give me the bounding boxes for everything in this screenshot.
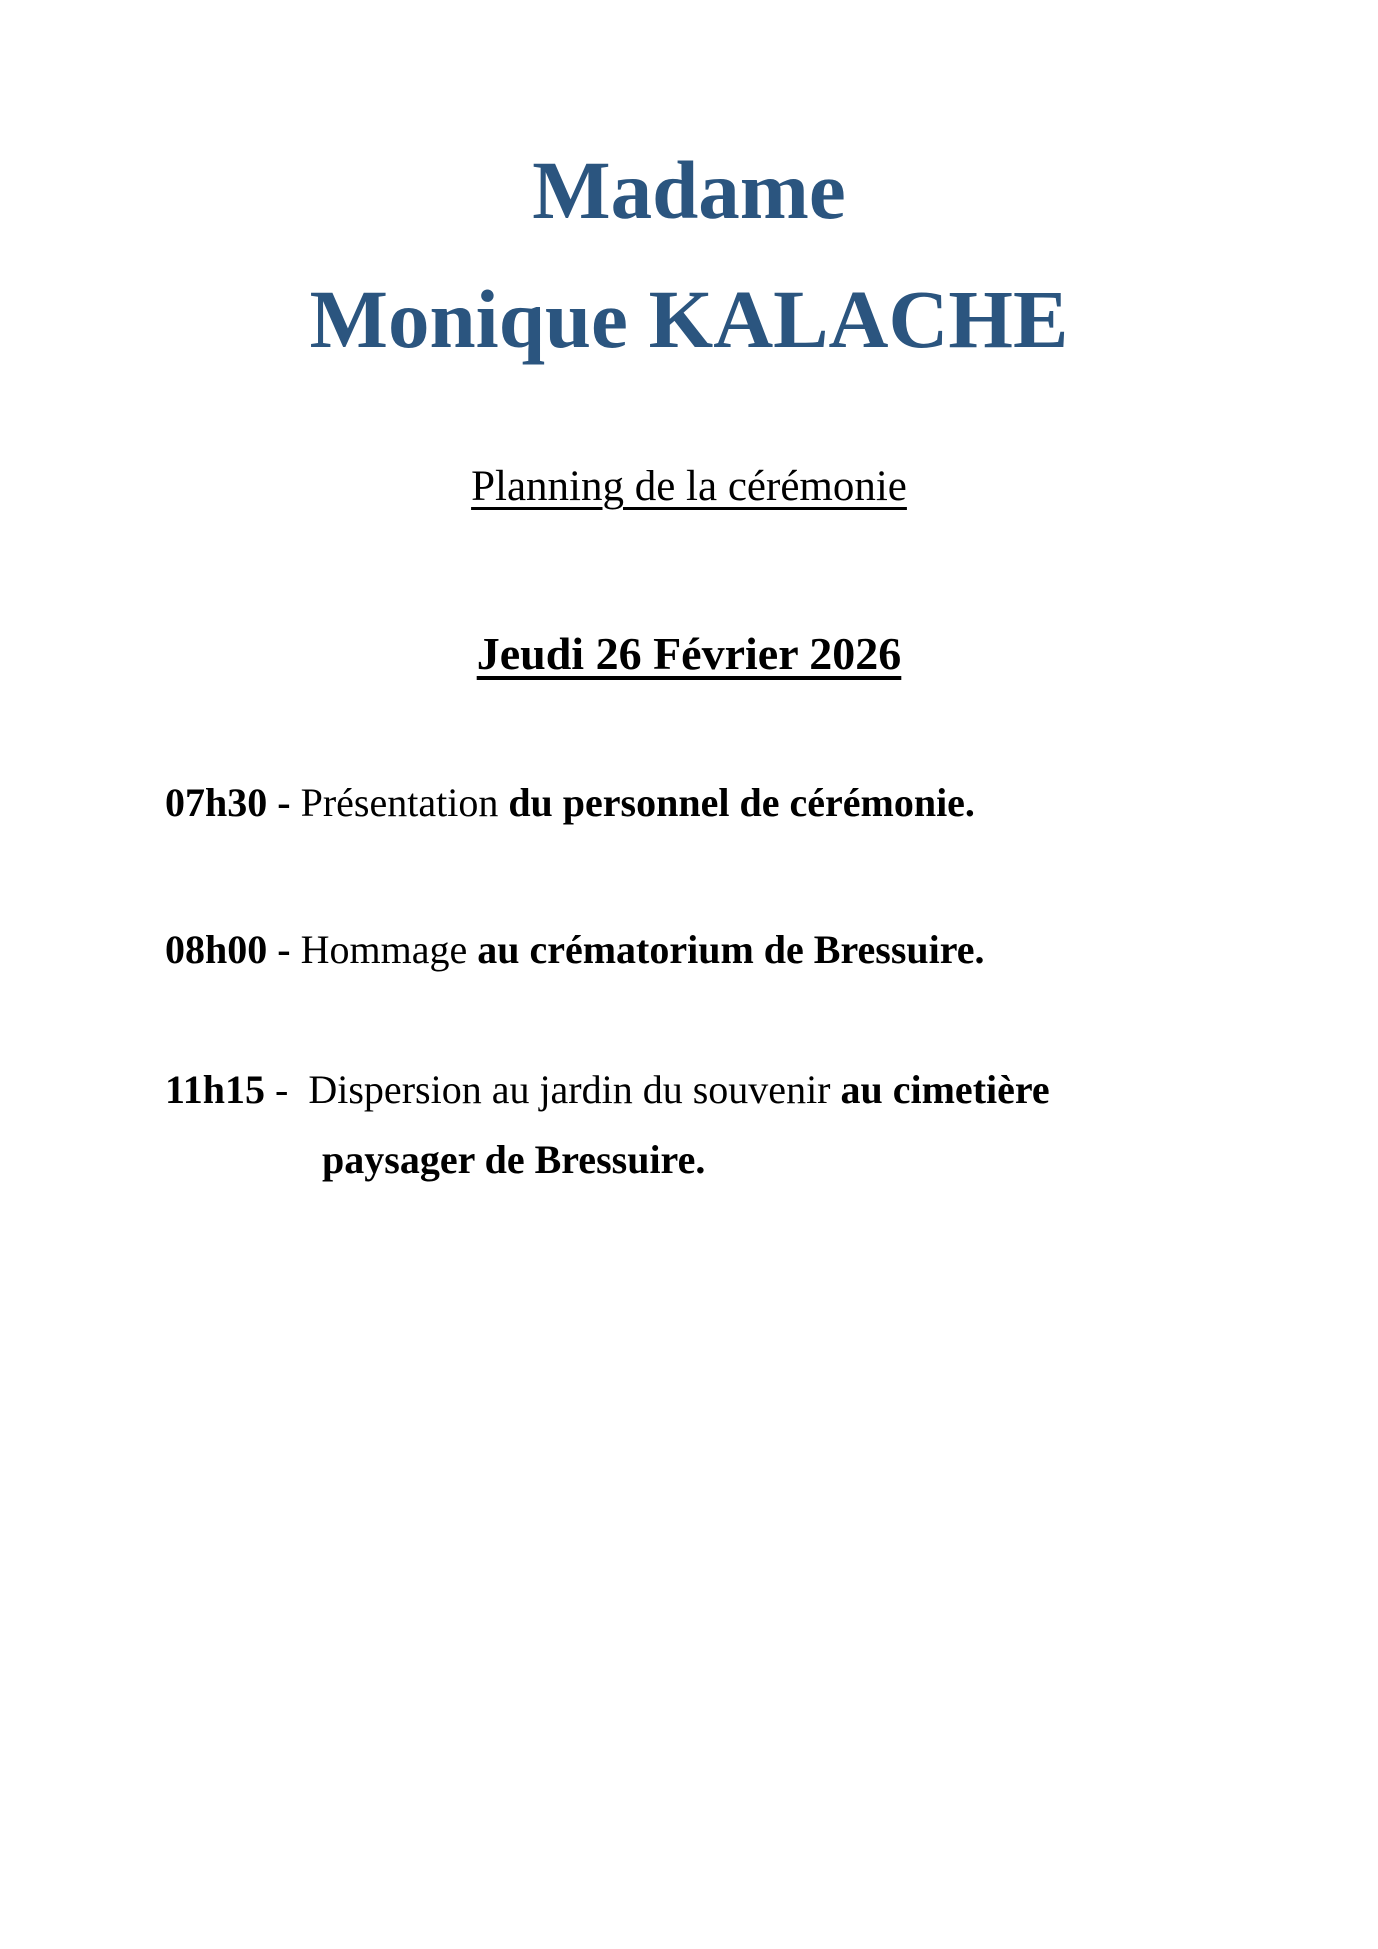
- schedule-item-1115-lead: - Dispersion au jardin du souvenir: [265, 1067, 841, 1112]
- title-line-2: Monique KALACHE: [309, 273, 1069, 365]
- subtitle-ceremony-planning: Planning de la cérémonie: [471, 463, 907, 510]
- schedule-item-0800: [165, 927, 985, 972]
- schedule-item-1115-time: 11h15: [165, 1067, 266, 1112]
- schedule-item-0800-time: 08h00 -: [165, 927, 301, 972]
- schedule-item-0730: [165, 780, 975, 825]
- schedule-item-0800-lead: Hommage: [300, 927, 478, 972]
- schedule-item-1115-detail: au cimetière: [840, 1067, 1050, 1112]
- schedule-item-1115-line2-text: paysager de Bressuire.: [322, 1137, 706, 1182]
- schedule-item-0800-detail: au crématorium de Bressuire.: [477, 927, 985, 972]
- schedule-item-0730-lead: Présentation: [300, 780, 509, 825]
- schedule-item-1115-line1: [165, 1067, 1050, 1112]
- title-line-1: Madame: [532, 144, 846, 236]
- schedule-item-0730-time: 07h30 -: [165, 780, 301, 825]
- date-heading: Jeudi 26 Février 2026: [476, 628, 902, 679]
- schedule-item-0730-detail: du personnel de cérémonie.: [508, 780, 975, 825]
- schedule-item-1115-line2: [322, 1137, 706, 1182]
